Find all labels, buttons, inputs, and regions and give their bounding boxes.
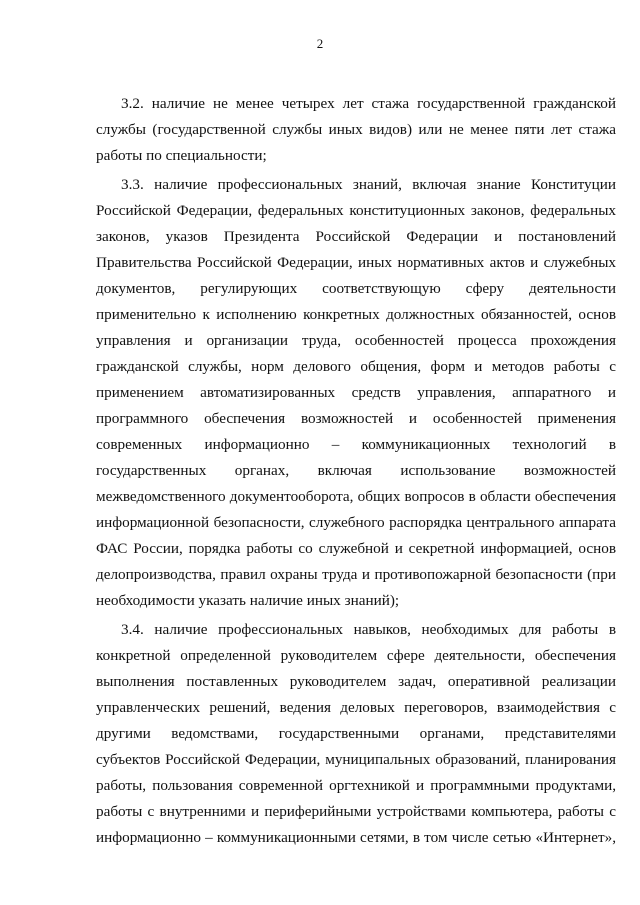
paragraph-3-4-line: другими ведомствами, государственными органами, представителями <box>96 725 616 742</box>
paragraph-3-2-line: 3.2. наличие не менее четырех лет стажа государственной гражданской <box>121 95 616 112</box>
paragraph-3-2-line: работы по специальности; <box>96 147 267 164</box>
paragraph-3-3-line: гражданской службы, норм делового общения, форм и методов работы с <box>96 358 616 375</box>
paragraph-3-4-line: выполнения поставленных руководителем задач, оперативной реализации <box>96 673 616 690</box>
paragraph-3-3-line: межведомственного документооборота, общих вопросов в области обеспечения <box>96 488 616 505</box>
paragraph-3-3-line: государственных органах, включая использование возможностей <box>96 462 616 479</box>
paragraph-3-3-line: Российской Федерации, федеральных конституционных законов, федеральных <box>96 202 616 219</box>
paragraph-3-3-line: Правительства Российской Федерации, иных нормативных актов и служебных <box>96 254 616 271</box>
page-number: 2 <box>316 36 324 51</box>
paragraph-3-3-line: законов, указов Президента Российской Федерации и постановлений <box>96 228 616 245</box>
paragraph-3-3-line: информационной безопасности, служебного распорядка центрального аппарата <box>96 514 616 531</box>
paragraph-3-3-line: необходимости указать наличие иных знаний); <box>96 592 400 609</box>
paragraph-3-4-line: 3.4. наличие профессиональных навыков, необходимых для работы в <box>121 621 616 638</box>
paragraph-3-3-line: 3.3. наличие профессиональных знаний, включая знание Конституции <box>121 176 616 193</box>
paragraph-3-3-line: управления и организации труда, особенностей процесса прохождения <box>96 332 616 349</box>
paragraph-3-4-line: субъектов Российской Федерации, муниципальных образований, планирования <box>96 751 616 768</box>
paragraph-3-4-line: конкретной определенной руководителем сфере деятельности, обеспечения <box>96 647 616 664</box>
paragraph-3-3-line: применительно к исполнению конкретных должностных обязанностей, основ <box>96 306 616 323</box>
paragraph-3-3-line: документов, регулирующих соответствующую сферу деятельности <box>96 280 616 297</box>
paragraph-3-3-line: применением автоматизированных средств управления, аппаратного и <box>96 384 616 401</box>
paragraph-3-4-line: информационно – коммуникационными сетями, в том числе сетью «Интернет», <box>96 829 616 846</box>
paragraph-3-4-line: работы, пользования современной оргтехникой и программными продуктами, <box>96 777 616 794</box>
paragraph-3-2-line: службы (государственной службы иных видов) или не менее пяти лет стажа <box>96 121 616 138</box>
paragraph-3-3-line: ФАС России, порядка работы со служебной и секретной информацией, основ <box>96 540 616 557</box>
paragraph-3-4-line: работы с внутренними и периферийными устройствами компьютера, работы с <box>96 803 616 820</box>
paragraph-3-3-line: современных информационно – коммуникационных технологий в <box>96 436 616 453</box>
paragraph-3-3-line: делопроизводства, правил охраны труда и противопожарной безопасности (при <box>96 566 616 583</box>
paragraph-3-4-line: управленческих решений, ведения деловых переговоров, взаимодействия с <box>96 699 616 716</box>
paragraph-3-3-line: программного обеспечения возможностей и особенностей применения <box>96 410 616 427</box>
